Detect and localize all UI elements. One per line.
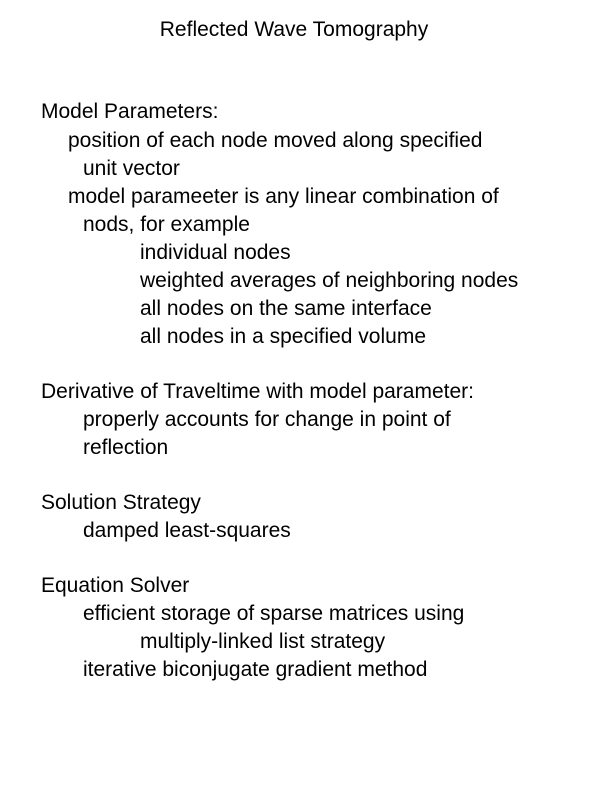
model-line-4: nods, for example [83, 213, 250, 236]
solver-line-2: multiply-linked list strategy [140, 630, 386, 653]
derivative-line-2: reflection [83, 436, 169, 459]
section-heading-model-parameters: Model Parameters: [41, 100, 219, 123]
derivative-line-1: properly accounts for change in point of [83, 408, 451, 431]
section-heading-derivative: Derivative of Traveltime with model parameter: [41, 380, 474, 403]
model-example-specified-volume: all nodes in a specified volume [140, 325, 427, 348]
page-title: Reflected Wave Tomography [159, 18, 429, 41]
section-heading-solution-strategy: Solution Strategy [41, 491, 201, 514]
model-example-same-interface: all nodes on the same interface [140, 297, 432, 320]
model-line-2: unit vector [83, 157, 180, 180]
solver-line-3: iterative biconjugate gradient method [83, 658, 428, 681]
model-line-1: position of each node moved along specified [68, 129, 483, 152]
strategy-line-1: damped least-squares [83, 519, 291, 542]
model-example-weighted-averages: weighted averages of neighboring nodes [140, 269, 519, 292]
solver-line-1: efficient storage of sparse matrices using [83, 602, 465, 625]
model-line-3: model parameeter is any linear combination of [68, 185, 499, 208]
model-example-individual-nodes: individual nodes [140, 241, 291, 264]
section-heading-equation-solver: Equation Solver [41, 574, 190, 597]
